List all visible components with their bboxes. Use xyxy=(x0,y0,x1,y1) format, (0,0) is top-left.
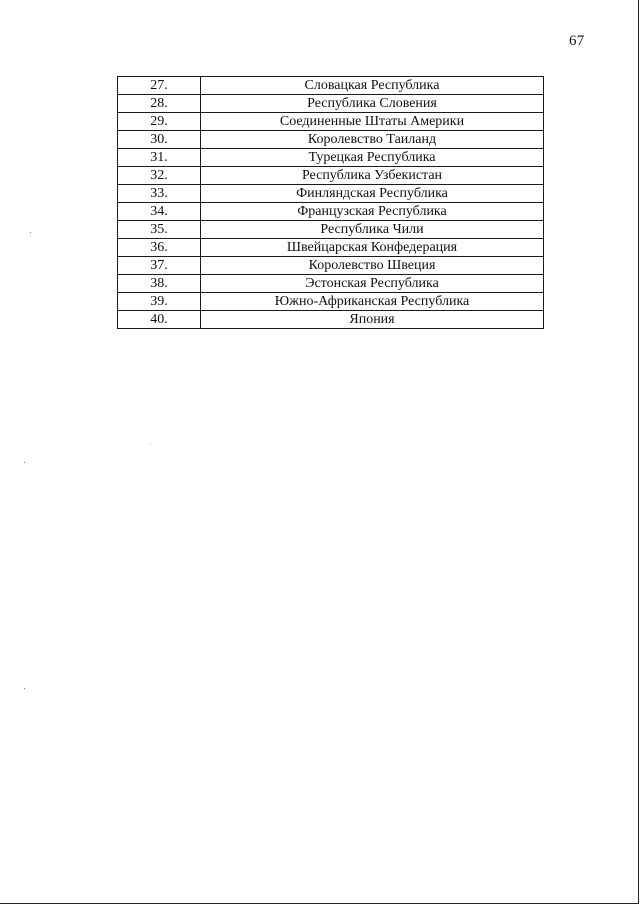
scan-speck xyxy=(30,232,31,233)
table-row xyxy=(118,113,544,131)
row-number: 37. xyxy=(118,257,201,275)
country-name: Королевство Таиланд xyxy=(201,131,544,149)
country-name: Швейцарская Конфедерация xyxy=(201,239,544,257)
row-number: 40. xyxy=(118,311,201,329)
table-row xyxy=(118,293,544,311)
row-number: 39. xyxy=(118,293,201,311)
row-number: 28. xyxy=(118,95,201,113)
row-number: 38. xyxy=(118,275,201,293)
table-row xyxy=(118,239,544,257)
table-row xyxy=(118,77,544,95)
row-number: 33. xyxy=(118,185,201,203)
table-row xyxy=(118,311,544,329)
row-number: 29. xyxy=(118,113,201,131)
table-row xyxy=(118,149,544,167)
country-name: Финляндская Республика xyxy=(201,185,544,203)
country-name: Французская Республика xyxy=(201,203,544,221)
table-row xyxy=(118,221,544,239)
table-row xyxy=(118,95,544,113)
country-name: Эстонская Республика xyxy=(201,275,544,293)
countries-table xyxy=(117,76,544,329)
country-name: Южно-Африканская Республика xyxy=(201,293,544,311)
scan-speck xyxy=(24,462,25,463)
table-row xyxy=(118,131,544,149)
row-number: 27. xyxy=(118,77,201,95)
scan-speck xyxy=(24,688,25,689)
country-name: Республика Чили xyxy=(201,221,544,239)
country-name: Турецкая Республика xyxy=(201,149,544,167)
country-name: Япония xyxy=(201,311,544,329)
country-name: Республика Узбекистан xyxy=(201,167,544,185)
table-row xyxy=(118,185,544,203)
row-number: 30. xyxy=(118,131,201,149)
country-name: Королевство Швеция xyxy=(201,257,544,275)
scan-speck xyxy=(150,443,151,444)
page-number: 67 xyxy=(569,33,585,49)
table-row xyxy=(118,275,544,293)
row-number: 31. xyxy=(118,149,201,167)
row-number: 35. xyxy=(118,221,201,239)
table-row xyxy=(118,203,544,221)
row-number: 34. xyxy=(118,203,201,221)
row-number: 36. xyxy=(118,239,201,257)
row-number: 32. xyxy=(118,167,201,185)
country-name: Словацкая Республика xyxy=(201,77,544,95)
country-name: Республика Словения xyxy=(201,95,544,113)
table-row xyxy=(118,257,544,275)
table-row xyxy=(118,167,544,185)
country-name: Соединенные Штаты Америки xyxy=(201,113,544,131)
